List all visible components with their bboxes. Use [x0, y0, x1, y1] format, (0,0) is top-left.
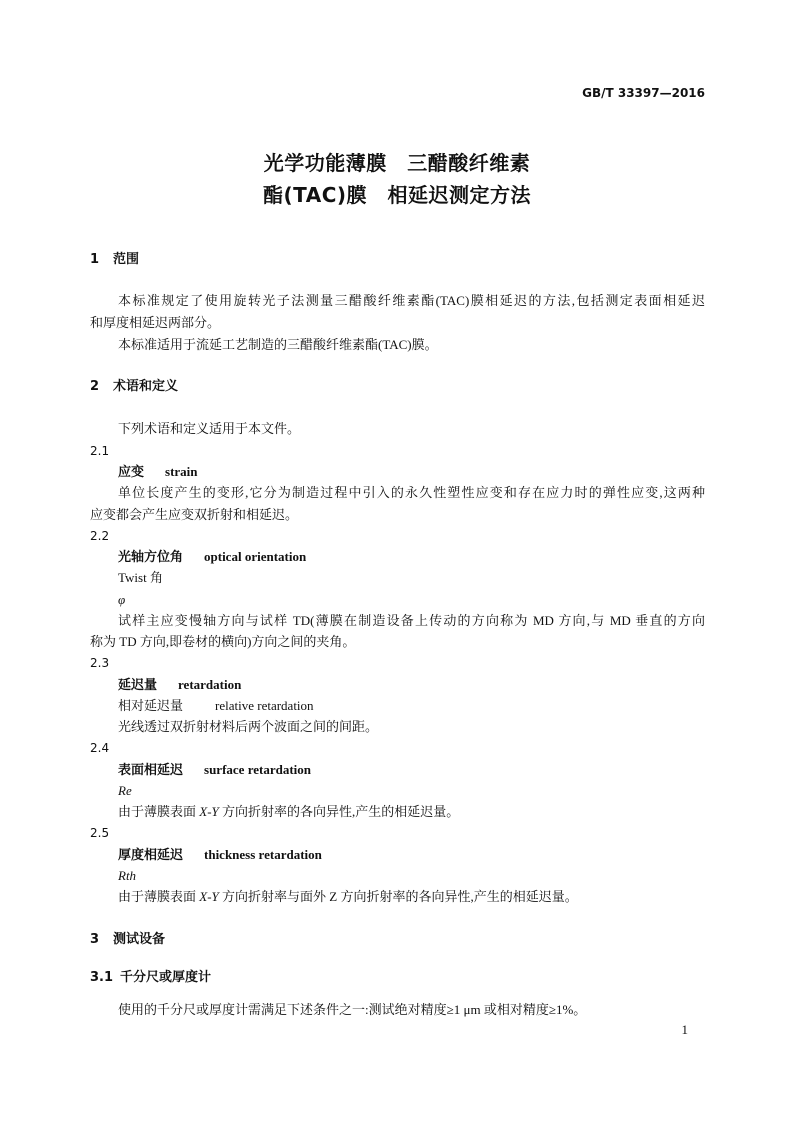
scope-paragraph-line-1: 本标准规定了使用旋转光子法测量三醋酸纤维素酯(TAC)膜相延迟的方法,包括测定表面相延迟 [118, 293, 705, 308]
definition-line-2: 应变都会产生应变双折射和相延迟。 [90, 507, 299, 522]
clause-number: 2.3 [90, 656, 110, 670]
definition-line-1: 试样主应变慢轴方向与试样 TD(薄膜在制造设备上传动的方向称为 MD 方向,与 MD 垂直的方向 [118, 613, 705, 628]
synonym-zh: 相对延迟量 [118, 698, 184, 713]
term-en: strain [165, 464, 198, 479]
definition-part: 由于薄膜表面 [118, 889, 200, 904]
clause-number: 2.2 [90, 529, 110, 543]
term-synonym: Twist 角 [118, 570, 163, 585]
term-entry [118, 847, 322, 864]
standard-code: GB/T 33397—2016 [582, 86, 705, 100]
term-en: optical orientation [204, 549, 307, 564]
equipment-paragraph: 使用的千分尺或厚度计需满足下述条件之一:测试绝对精度≥1 μm 或相对精度≥1%。 [118, 1002, 587, 1017]
section-number: 3 [90, 932, 100, 947]
section-title: 术语和定义 [113, 379, 179, 394]
page-number: 1 [681, 1022, 688, 1037]
synonym-en: relative retardation [215, 698, 314, 713]
title-line-2: 酯(TAC)膜 相延迟测定方法 [262, 183, 532, 207]
term-symbol: φ [118, 592, 126, 607]
term-zh: 应变 [118, 465, 145, 480]
scope-paragraph-line-2: 和厚度相延迟两部分。 [90, 315, 221, 330]
section-title: 测试设备 [113, 932, 166, 947]
clause-number: 2.4 [90, 741, 110, 755]
section-title: 范围 [113, 252, 140, 267]
term-zh: 光轴方位角 [118, 550, 184, 565]
definition-part: 方向折射率的各向异性,产生的相延迟量。 [218, 804, 460, 819]
clause-number: 2.5 [90, 826, 110, 840]
term-entry [118, 549, 306, 566]
definition-part: 由于薄膜表面 [118, 804, 200, 819]
title-line-1: 光学功能薄膜 三醋酸纤维素 [263, 151, 531, 175]
definition-part-italic: X-Y [199, 889, 219, 904]
scope-paragraph-2: 本标准适用于流延工艺制造的三醋酸纤维素酯(TAC)膜。 [118, 337, 438, 352]
definition: 光线透过双折射材料后两个波面之间的间距。 [118, 719, 379, 734]
subsection-3-1-heading [90, 970, 211, 986]
definition-line-2: 称为 TD 方向,即卷材的横向)方向之间的夹角。 [90, 634, 356, 649]
definition-part: 方向折射率与面外 Z 方向折射率的各向异性,产生的相延迟量。 [218, 889, 578, 904]
term-zh: 厚度相延迟 [118, 848, 184, 863]
section-2-heading [90, 379, 178, 395]
section-1-heading [90, 252, 139, 268]
term-en: retardation [178, 677, 242, 692]
term-zh: 表面相延迟 [118, 763, 184, 778]
term-synonym [118, 698, 314, 714]
definition [118, 804, 459, 820]
term-en: surface retardation [204, 762, 311, 777]
term-entry [118, 464, 198, 481]
terms-intro: 下列术语和定义适用于本文件。 [118, 421, 301, 436]
definition-line-1: 单位长度产生的变形,它分为制造过程中引入的永久性塑性应变和存在应力时的弹性应变,这两种 [118, 485, 705, 500]
term-zh: 延迟量 [118, 678, 158, 693]
term-entry [118, 677, 241, 694]
section-3-heading [90, 932, 165, 948]
clause-number: 2.1 [90, 444, 110, 458]
term-entry [118, 762, 311, 779]
term-en: thickness retardation [204, 847, 322, 862]
definition-part-italic: X-Y [199, 804, 219, 819]
term-symbol: Rth [118, 868, 137, 883]
definition [118, 889, 578, 905]
subsection-title: 千分尺或厚度计 [120, 970, 212, 985]
section-number: 1 [90, 252, 100, 267]
section-number: 2 [90, 379, 100, 394]
subsection-number: 3.1 [90, 970, 114, 985]
term-symbol: Re [118, 783, 132, 798]
